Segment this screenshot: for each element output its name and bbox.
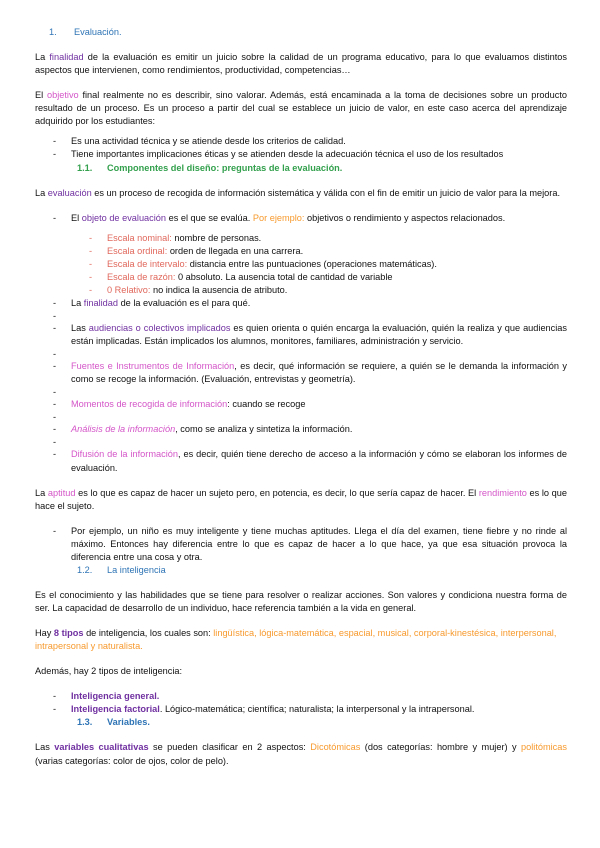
list-item-finalidad: - La finalidad de la evaluación es el para qué.: [35, 297, 567, 310]
paragraph-variables: Las variables cualitativas se pueden clasificar en 2 aspectos: Dicotómicas (dos categorías: hombre y mujer) y politómicas (varias categorías: color de ojos, color de pelo).: [35, 742, 567, 766]
list-item-escala: - Escala nominal: nombre de personas.: [35, 232, 567, 245]
subheading-inteligencia: 1.2. La inteligencia: [77, 564, 166, 575]
paragraph-evaluacion: La evaluación es un proceso de recogida de información sistemática y válida con el fin de emitir un juicio de valor para la mejora.: [35, 187, 561, 198]
list-item-escala: - Escala ordinal: orden de llegada en una carrera.: [35, 245, 567, 258]
paragraph-objetivo: El objetivo final realmente no es describir, sino valorar. Además, está encaminada a la toma de decisiones sobre un producto resultado de un proceso. Es un proceso a partir del cual se establece un juicio de valor, en este caso acerca del aprendizaje adquirido por los estudiantes:: [35, 90, 567, 127]
subheading-variables: 1.3. Variables.: [77, 717, 150, 728]
list-ejemplo: [35, 525, 567, 564]
term-evaluacion: evaluación: [47, 187, 92, 198]
list-item-fuentes: - Fuentes e Instrumentos de Información, es decir, qué información se requiere, a quién se le demanda la información y como se recoge la información. (Evaluación, entrevistas y geometría).: [35, 360, 567, 386]
list-characteristics: [35, 135, 567, 161]
heading-evaluacion: [35, 26, 567, 39]
paragraph-tipos: Hay 8 tipos de inteligencia, los cuales son: lingüística, lógica-matemática, espacial, musical, corporal-kinestésica, interpersonal, intrapersonal y naturalista.: [35, 628, 557, 652]
term-objetivo: objetivo: [46, 90, 79, 101]
term-ejemplo: Por ejemplo:: [252, 212, 305, 223]
list-item: - Es una actividad técnica y se atiende desde los criterios de calidad.: [35, 135, 567, 148]
term-aptitud: aptitud: [47, 487, 76, 498]
list-item-escala: - 0 Relativo: no indica la ausencia de atributo.: [35, 284, 567, 297]
list-escalas: [35, 232, 567, 297]
subheading-componentes: 1.1. Componentes del diseño: preguntas de la evaluación.: [77, 162, 343, 173]
list-components-cont: [35, 297, 567, 475]
term-rendimiento: rendimiento: [478, 487, 527, 498]
list-item-factorial: - Inteligencia factorial. Lógico-matemática; científica; naturalista; la interpersonal y la intrapersonal.: [35, 703, 567, 716]
list-item: - Por ejemplo, un niño es muy inteligente y tiene muchas aptitudes. Llega el día del examen, tiene fiebre y no rinde al máximo. Entonces hay diferencia entre lo que es capaz de hacer a lo que hace, ya que esa situación provoca la diferencia entre una cosa y otra.: [35, 525, 567, 564]
list-item: - Tiene importantes implicaciones éticas y se atienden desde la adecuación técnica el uso de los resultados: [35, 148, 567, 161]
term-dicotomicas: Dicotómicas: [310, 742, 361, 753]
term-variables-cualitativas: variables cualitativas: [54, 742, 149, 753]
term-finalidad: finalidad: [49, 52, 84, 63]
list-item-analisis: - Análisis de la información, como se analiza y sintetiza la información.: [35, 423, 567, 436]
term-tipos-list: lingüística, lógica-matemática, espacial, musical, corporal-kinestésica, interpersonal, intrapersonal y naturalista.: [35, 628, 557, 652]
paragraph-ademas: Además, hay 2 tipos de inteligencia:: [35, 666, 183, 677]
list-item-general: - Inteligencia general.: [35, 690, 567, 703]
list-item-difusion: - Difusión de la información, es decir, quién tiene derecho de acceso a la información y cómo se elaboran los informes de evaluación.: [35, 448, 567, 474]
term-politomicas: politómicas: [521, 742, 567, 753]
list-item-escala: - Escala de intervalo: distancia entre las puntuaciones (operaciones matemáticas).: [35, 258, 567, 271]
heading-title: Evaluación.: [74, 27, 122, 37]
paragraph-inteligencia: Es el conocimiento y las habilidades que se tiene para resolver o realizar acciones. Son valores y condiciona nuestra forma de ser. La capacidad de desarrollo de un individuo, hace referencia también a la vida en general.: [35, 589, 567, 613]
list-components: [35, 212, 567, 225]
list-item-objeto: - El objeto de evaluación es el que se evalúa. Por ejemplo: objetivos o rendimiento y aspectos relacionados.: [35, 212, 567, 225]
paragraph-finalidad: La finalidad de la evaluación es emitir un juicio sobre la calidad de un programa educativo, para lo que evaluamos distintos aspectos que intervienen, como rendimientos, productividad, competencias…: [35, 52, 567, 76]
list-tipos-inteligencia: [35, 690, 567, 716]
list-item-audiencias: - Las audiencias o colectivos implicados es quien orienta o quién encarga la evaluación, quién la realiza y que audiencias están implicadas. Están implicados los alumnos, monitores, familiares, administración y servicio.: [35, 322, 567, 348]
heading-number: 1.: [49, 27, 57, 37]
list-item-escala: - Escala de razón: 0 absoluto. La ausencia total de cantidad de variable: [35, 271, 567, 284]
term-objeto: objeto de evaluación: [81, 212, 167, 223]
term-8-tipos: 8 tipos: [53, 628, 84, 639]
list-item-momentos: - Momentos de recogida de información: cuando se recoge: [35, 398, 567, 411]
document-page: [35, 26, 567, 768]
paragraph-aptitud: La aptitud es lo que es capaz de hacer un sujeto pero, en potencia, es decir, lo que sería capaz de hacer. El rendimiento es lo que hace el sujeto.: [35, 487, 567, 511]
